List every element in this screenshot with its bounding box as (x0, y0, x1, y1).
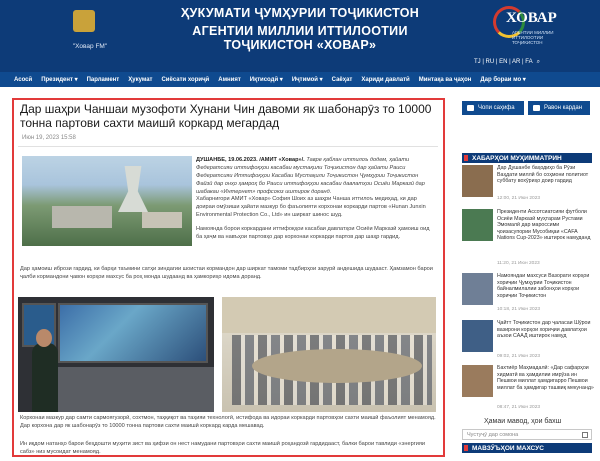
important-news-heading: ХАБАРҲОИ МУҲИММАТРИН (462, 153, 592, 163)
video-wall (58, 303, 208, 363)
news-item[interactable] (462, 273, 594, 311)
archive-date-input[interactable] (462, 429, 592, 440)
article-photo-plant[interactable] (22, 156, 192, 246)
news-thumbnail[interactable] (462, 320, 493, 352)
person (32, 343, 58, 412)
date-input-placeholder: Чустуҷӯ дар сомона (467, 431, 519, 438)
nav-item-president[interactable]: Президент ▾ (41, 77, 78, 83)
article-paragraph-2: Хабарнигори АМИТ «Ховар» София Шоих аз шаҳри Чанша иттилоъ медиҳад, ки дар доираи омӯзиши ҳайати мазкур бо фаъолияти корхонаи коркарди партов «Hunan Junxin Environmental Protection Co., Ltd» ин ширкат шинос шуд. (196, 196, 426, 218)
article-photo-control-room[interactable] (18, 297, 214, 412)
building (142, 212, 182, 228)
brand-name: ХОВАР (506, 10, 557, 26)
news-date: 08:47, 21 Июн 2023 (497, 405, 541, 410)
email-icon (533, 105, 540, 111)
person-head (36, 329, 52, 347)
article-date: Июн 19, 2023 15:58 (22, 135, 76, 141)
article-title: Дар шаҳри Чаншаи музофоти Хунани Чин давоми як шабонарӯз то 10000 тонна партови сахти маишӣ коркард мегардад (20, 102, 432, 130)
article-photo-meeting[interactable] (222, 297, 436, 412)
nav-item-economy[interactable]: Иқтисодӣ ▾ (249, 77, 283, 83)
article-paragraph-4: Дар ҳамоиш ибрози гардид, ки барҳи таъмини сатҳи зиндагии шоистаи кормандон дар ширкат тамоми тадбирҳои зарурӣ андешида шудааст. Ҳамзамон барои ҷалби кормандони ҷавон корҳои махсус ба роҳ монда шудаанд ва ҳамкориҳо идома доранд. (20, 266, 433, 280)
nav-item-about[interactable]: Дар бораи мо ▾ (480, 77, 526, 83)
article-paragraph-1 (196, 156, 436, 196)
nav-item-social[interactable]: Иҷтимоӣ ▾ (291, 77, 323, 83)
article-paragraph-3: Намоянда борои коркардани иттифоқҳои касабаи давлатҳои Осиёи Марказӣ ҳамоиш оид ба ҳаҷм ва навъҳои партовҳо дар корхонаи коркарди партов дар шаҳр гардид. (196, 226, 430, 240)
news-title[interactable]: Намояндаи махсуси Вазорати корҳои хориҷии Ҷумҳурии Тоҷикистон байналмилалии забонҳои корҳои хориҷии Тоҷикистон (497, 273, 590, 299)
nav-item-travel[interactable]: Саёҳат (331, 76, 353, 83)
meeting-table (252, 349, 422, 383)
header-title-line1: ҲУКУМАТИ ҶУМҲУРИИ ТОҶИКИСТОН (180, 6, 420, 20)
news-date: 12:00, 21 Июн 2023 (497, 196, 541, 201)
divider (18, 146, 438, 147)
article-paragraph-6: Ин иқдом натанҳо барои беҳдошти муҳити зист ва ҳифзи он нест намудани партовҳои сахти маишӣ роҳандозӣ гардидааст, балки барои тавлиди «энергияи сабз» низ мусоидат менамояд. (20, 441, 426, 455)
search-icon[interactable]: ⌕ (536, 59, 540, 65)
brand-subtitle: АГЕНТИИ МИЛЛИИ ИТТИЛООТИИ ТОҶИКИСТОН (512, 30, 554, 45)
radio-icon (73, 10, 95, 32)
news-date: 10:18, 21 Июн 2023 (497, 307, 541, 312)
news-thumbnail[interactable] (462, 165, 493, 197)
nav-item-procurement[interactable]: Хариди давлатӣ (361, 76, 410, 83)
news-thumbnail[interactable] (462, 209, 493, 241)
send-button[interactable] (528, 101, 590, 115)
news-thumbnail[interactable] (462, 273, 493, 305)
floor (58, 367, 214, 412)
nav-item-government[interactable]: Ҳукумат (128, 76, 153, 83)
news-title[interactable]: Ҷайтт Тоҷикистон дар ҷаласаи Шӯрои вазирони корҳои хориҷии давлатҳои аъзои СААД иштирок намуд (497, 320, 591, 340)
nav-item-region-world[interactable]: Минтақа ва ҷаҳон (418, 76, 472, 83)
send-label: Равон кардан (544, 105, 583, 111)
language-links[interactable]: TJ | RU | EN | AR | FA (474, 59, 533, 65)
nav-item-foreign-policy[interactable]: Сиёсати хориҷӣ (161, 76, 210, 83)
nav-item-parliament[interactable]: Парламент (86, 76, 120, 83)
news-title[interactable]: Дар Душанбе баҳодиҳо ба Рӯзи Ваҳдати миллӣ бо соҳмони политиот суббату вохӯриҳо доир гардид (497, 165, 589, 185)
main-nav (0, 72, 600, 87)
header-title-line2: АГЕНТИИ МИЛЛИИ ИТТИЛООТИИ ТОҶИКИСТОН «ХОВАР» (192, 24, 408, 52)
news-item[interactable] (462, 165, 594, 203)
wall (222, 297, 436, 333)
khovar-fm-logo[interactable] (45, 4, 127, 56)
news-date: 11:20, 21 Июн 2023 (497, 261, 540, 266)
calendar-icon[interactable] (582, 432, 588, 438)
news-title[interactable]: Бахтиёр Маҳмадалӣ: «Дар сафарҳои хидматӣ ва ҳамдилии имрӯза ин Пешвои миллат ҳамдигарро Пешвои миллат ба ҳамдигар ташвиқ мекунанд» (497, 365, 594, 391)
fm-label: "Ховар FM" (72, 43, 108, 50)
news-thumbnail[interactable] (462, 365, 493, 397)
site-header (0, 0, 600, 72)
news-item[interactable] (462, 365, 594, 410)
news-item[interactable] (462, 320, 594, 358)
cooling-tower (118, 166, 148, 212)
building (52, 206, 112, 228)
nav-item-security[interactable]: Амният (218, 76, 241, 83)
language-switcher[interactable] (474, 59, 540, 66)
article-lead: ДУШАНБЕ, 19.06.2023. /АМИТ «Ховар»/. (196, 157, 305, 163)
special-topics-heading: МАВЗӮЪҲОИ МАХСУС (462, 443, 592, 453)
news-title[interactable]: Президенти Ассотсиатсияи футболи Осиёи Марказӣ муҳтарам Рустами Эмомалӣ дар мароссими ҷоизасупории Мусобиқаи «CAFA Nations Cup-2023» иштирок намуданд (497, 209, 591, 242)
nav-item-home[interactable]: Асосӣ (14, 76, 33, 83)
article-paragraph-1-text: Тавре қаблан иттилоъ додем, ҳайати Федератсияи иттифоқҳои касабаи мустақили Тоҷикистон дар ҳайати Раиси Федератсияи Иттифоқҳои Касабаи Мустақили Тоҷикистон Ҷумҳурии Тоҷикистон Файзӣ дар онҳо ҳамроҳ бо Раиси иттифоқҳои касабаи давлатҳои Осиёи Марказӣ дар шабакаи «Интернет» профсоюз иштирок доранд. (196, 157, 425, 195)
printer-icon (467, 105, 474, 111)
news-item[interactable] (462, 209, 594, 266)
article-paragraph-5: Корхонаи мазкур дар самти сармоягузорӣ, сохтмон, таҳқиқот ва таҳияи технологӣ, истифода ва идораи коркарди партовҳои сахти маишӣ фаъолият менамояд. Дар корхона дар як шабонарӯз то 10000 тонна партови сахти маишӣ коркард карда мешавад. (20, 415, 436, 429)
archive-heading: Ҳамаи мавод, ҳои бахш (484, 418, 562, 425)
print-label: Чопи саҳифа (478, 105, 515, 111)
news-date: 09:02, 21 Июн 2023 (497, 354, 541, 359)
khovar-logo[interactable] (490, 2, 570, 58)
print-button[interactable] (462, 101, 524, 115)
